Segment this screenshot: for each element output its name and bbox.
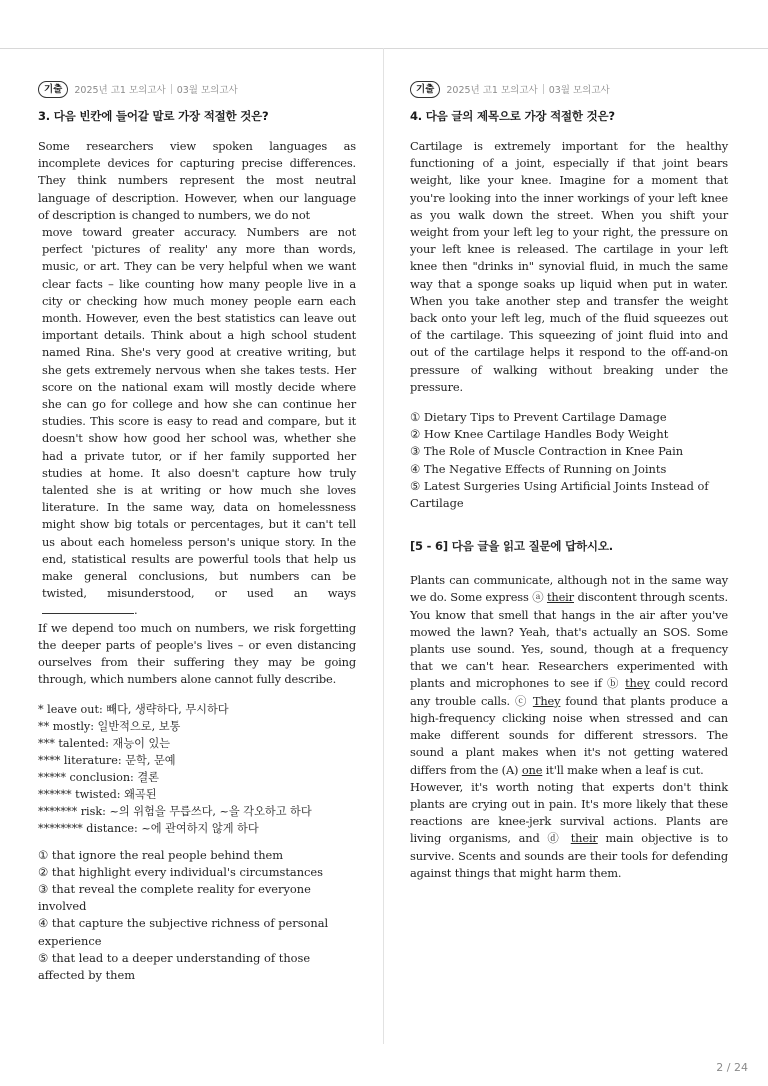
marker-a: ⓐ [532, 590, 544, 605]
exam-year: 2025년 고1 모의고사 [446, 85, 538, 96]
exam-month: 03월 모의고사 [176, 85, 238, 96]
answer-choices [38, 847, 356, 985]
choice-1[interactable]: ① that ignore the real people behind them [38, 847, 284, 862]
left-column [38, 80, 356, 984]
choice-1[interactable]: ① Dietary Tips to Prevent Cartilage Damage [410, 410, 667, 425]
passage-paragraph: Some researchers view spoken languages as incomplete devices for capturing precise differences. They think numbers represent the most neutral language of description. However, when our language of description is changed to numbers, we do not [38, 139, 356, 222]
underlined-word: their [570, 831, 598, 846]
note-item: *** talented: 재능이 있는 [38, 736, 171, 750]
choice-5[interactable]: ⑤ Latest Surgeries Using Artificial Joints Instead of Cartilage [410, 478, 709, 511]
passage-text: discontent through scents. You know that smell that hangs in the air after you've mowed the lawn? Yeah, that's actually an SOS. Some plants use sound. Yes, sound, though at a frequency that we can't hear. Researchers experimented with plants and microphones to see if [410, 590, 728, 691]
passage [410, 572, 728, 882]
question-meta [38, 80, 356, 98]
column-divider [383, 48, 384, 1044]
passage-text: it'll make when a leaf is cut. [542, 762, 704, 777]
header-rule [0, 48, 768, 49]
choice-4[interactable]: ④ that capture the subjective richness of personal experience [38, 916, 329, 948]
underlined-word: they [625, 676, 650, 691]
passage-text: main objective is to survive. Scents and sounds are their tools for defending against things that might harm them. [410, 831, 728, 880]
question-title: 4. 다음 글의 제목으로 가장 적절한 것은? [410, 109, 615, 123]
note-item: **** literature: 문학, 문예 [38, 753, 176, 767]
passage-text: However, it's worth noting that experts don't think plants are crying out in pain. It's more likely that these reactions are knee-jerk survival actions. Plants are living organisms, and [410, 779, 728, 846]
choice-3[interactable]: ③ that reveal the complete reality for everyone involved [38, 881, 311, 914]
right-column [410, 80, 728, 882]
note-item: ** mostly: 일반적으로, 보통 [38, 719, 181, 733]
passage-text: . [134, 603, 138, 618]
choice-3[interactable]: ③ The Role of Muscle Contraction in Knee Pain [410, 444, 684, 459]
marker-d: ⓓ [547, 831, 563, 846]
meta-separator [171, 84, 172, 94]
exam-month: 03월 모의고사 [548, 85, 610, 96]
note-item: * leave out: 빼다, 생략하다, 무시하다 [38, 702, 229, 716]
answer-choices [410, 409, 728, 512]
passage-text: found that plants produce a high-frequency clicking noise when stressed and can make different sounds for different stressors. The sound a plant makes when it's not getting watered differs from the (A) [410, 693, 728, 777]
passage-paragraph [38, 224, 356, 620]
exam-year: 2025년 고1 모의고사 [74, 85, 166, 96]
note-item: ***** conclusion: 결론 [38, 770, 159, 784]
choice-2[interactable]: ② that highlight every individual's circumstances [38, 864, 324, 879]
passage-text: Plants can communicate, although not in the same way we do. Some express [410, 573, 728, 605]
underlined-word: one [521, 762, 543, 777]
passage-paragraph [410, 779, 728, 882]
answer-blank [42, 602, 134, 614]
page-number: 2 / 24 [716, 1061, 748, 1074]
past-exam-badge: 기출 [38, 81, 68, 98]
passage-paragraph: If we depend too much on numbers, we risk forgetting the deeper parts of people's lives – or even distancing ourselves from their suffering they may be going through, which numbers alone cannot fully describe. [38, 620, 356, 687]
underlined-word: their [546, 590, 574, 605]
passage-paragraph [410, 572, 728, 778]
past-exam-badge: 기출 [410, 81, 440, 98]
passage-text: move toward greater accuracy. Numbers are not perfect 'pictures of reality' any more than words, music, or art. They can be very helpful when we want clear facts – like counting how many people live in a city or checking how much money people earn each month. However, even the best statistics can leave out important details. Think about a high school student named Rina. She's very good at creative writing, but she gets extremely nervous when she takes tests. Her score on the national exam will mostly decide where she can go for college and how she can continue her studies. This score is easy to read and compare, but it doesn't show how good her school was, whether she had a private tutor, or if her family supported her studies at home. It also doesn't capture how truly talented she is at writing or how much she loves literature. In the same way, data on homelessness might show big totals or percentages, but it can't tell us about each homeless person's unique story. In the end, statistical results are powerful tools that help us make general conclusions, but numbers can be twisted, misunderstood, or used an ways [42, 225, 356, 601]
note-item: ******* risk: ~의 위험을 무릅쓰다, ~을 각오하고 하다 [38, 804, 312, 818]
underlined-word: They [532, 693, 561, 708]
note-item: ****** twisted: 왜곡된 [38, 787, 157, 801]
section-title: [5 - 6] 다음 글을 읽고 질문에 답하시오. [410, 539, 613, 554]
choice-2[interactable]: ② How Knee Cartilage Handles Body Weight [410, 427, 669, 442]
question-title: 3. 다음 빈칸에 들어갈 말로 가장 적절한 것은? [38, 109, 269, 123]
vocabulary-notes [38, 701, 356, 837]
passage: Cartilage is extremely important for the healthy functioning of a joint, especially if that joint bears weight, like your knee. Imagine for a moment that you're looking into the inner workings of your left knee as you walk down the street. When you shift your weight from your left leg to your right, the pressure on your left knee is released. The cartilage in your left knee then "drinks in" synovial fluid, in much the same way that a sponge soaks up liquid when put in water. When you take another step and transfer the weight back onto your left leg, much of the fluid squeezes out of the cartilage. This squeezing of joint fluid into and out of the cartilage helps it respond to the off-and-on pressure of walking without breaking under the pressure. [410, 139, 728, 394]
question-meta [410, 80, 728, 98]
marker-c: ⓒ [515, 693, 528, 708]
note-item: ******** distance: ~에 관여하지 않게 하다 [38, 821, 259, 835]
meta-separator [543, 84, 544, 94]
passage [38, 138, 356, 689]
choice-5[interactable]: ⑤ that lead to a deeper understanding of those affected by them [38, 950, 311, 982]
passage-text: could record any trouble calls. [410, 676, 728, 708]
marker-b: ⓑ [607, 676, 620, 691]
choice-4[interactable]: ④ The Negative Effects of Running on Joints [410, 461, 667, 476]
